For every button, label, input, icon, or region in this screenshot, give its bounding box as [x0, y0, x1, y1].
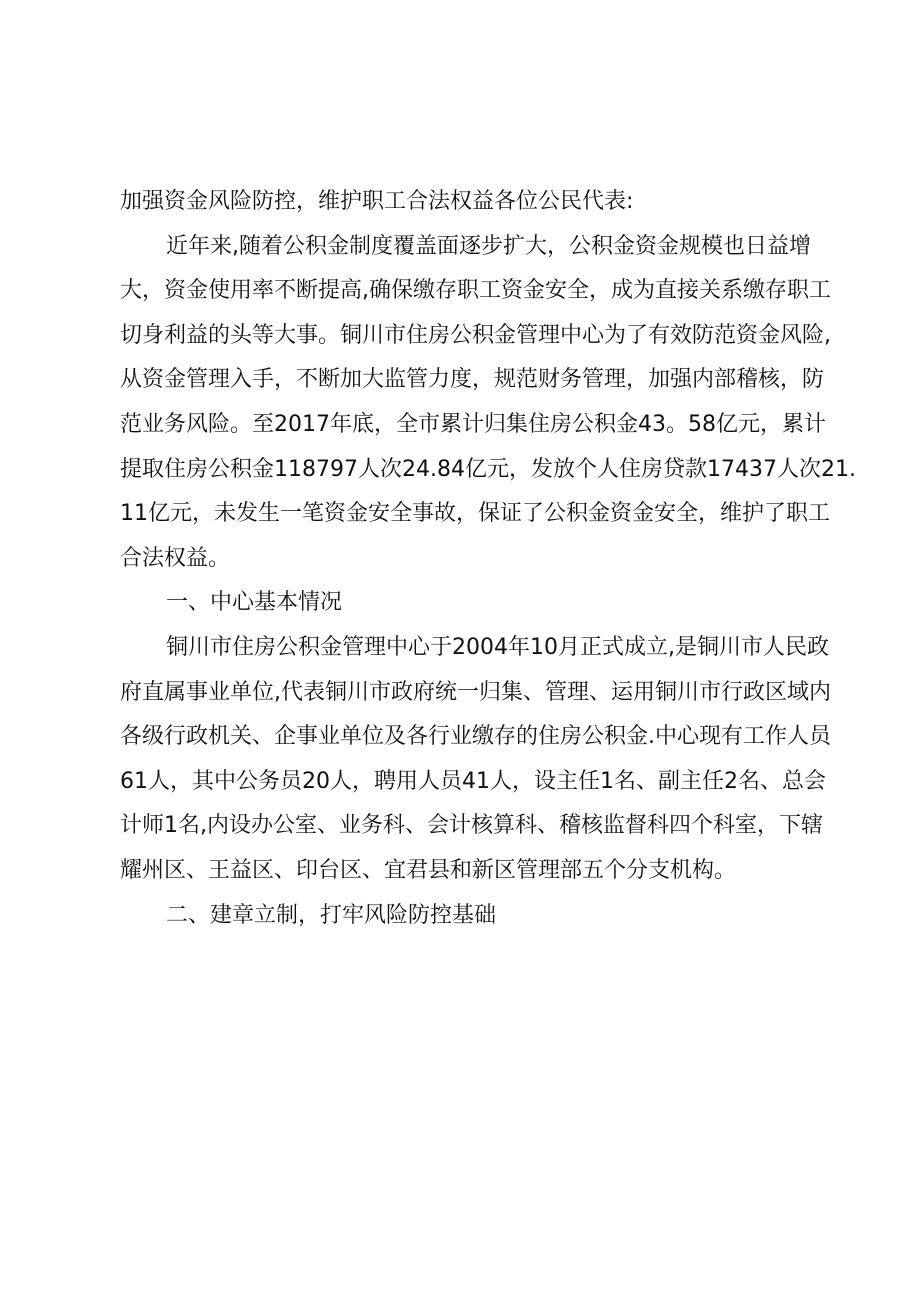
- text-line: 近年来,随着公积金制度覆盖面逐步扩大，公积金资金规模也日益增: [166, 233, 811, 259]
- text-line: 范业务风险。至2017年底，全市累计归集住房公积金43。58亿元，累计: [120, 411, 826, 437]
- text-line: 大，资金使用率不断提高,确保缴存职工资金安全，成为直接关系缴存职工: [120, 278, 831, 304]
- text-line: 从资金管理入手，不断加大监管力度，规范财务管理，加强内部稽核，防: [120, 367, 825, 393]
- text-line: 61人，其中公务员20人，聘用人员41人，设主任1名、副主任2名、总会: [120, 768, 826, 794]
- text-line: 府直属事业单位,代表铜川市政府统一归集、管理、运用铜川市行政区域内: [120, 679, 831, 705]
- text-line: 加强资金风险防控，维护职工合法权益各位公民代表:: [120, 189, 634, 214]
- text-line: 合法权益。: [120, 545, 231, 571]
- text-line: 切身利益的头等大事。铜川市住房公积金管理中心为了有效防范资金风险,: [120, 322, 831, 348]
- text-line: 耀州区、王益区、印台区、宜君县和新区管理部五个分支机构。: [120, 857, 737, 883]
- text-line: 11亿元，未发生一笔资金安全事故，保证了公积金资金安全，维护了职工: [120, 501, 830, 527]
- text-line: 提取住房公积金118797人次24.84亿元，发放个人住房贷款17437人次21.: [120, 456, 856, 482]
- text-line: 铜川市住房公积金管理中心于2004年10月正式成立,是铜川市人民政: [166, 634, 829, 660]
- section-heading: 二、建章立制，打牢风险防控基础: [166, 902, 497, 928]
- text-line: 计师1名,内设办公室、业务科、会计核算科、稽核监督科四个科室，下辖: [120, 813, 823, 839]
- text-line: 各级行政机关、企事业单位及各行业缴存的住房公积金.中心现有工作人员: [120, 724, 831, 750]
- document-body: [120, 180, 856, 938]
- section-heading: 一、中心基本情况: [166, 590, 343, 616]
